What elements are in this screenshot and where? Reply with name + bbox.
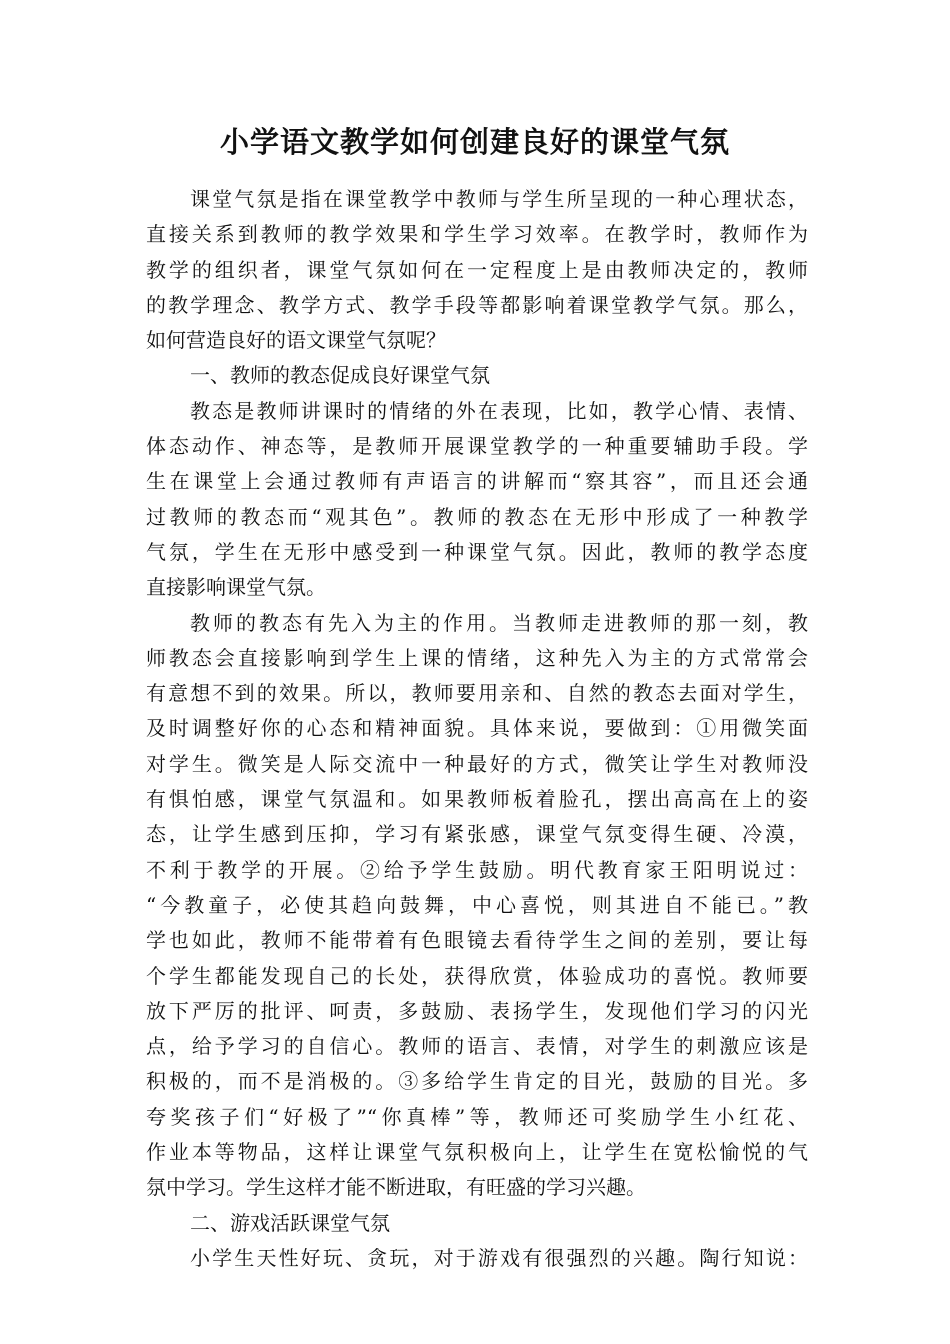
paragraph-line: 学也如此，教师不能带着有色眼镜去看待学生之间的差别，要让每 — [146, 928, 808, 953]
paragraph-line: 教态是教师讲课时的情绪的外在表现，比如，教学心情、表情、 — [190, 398, 808, 423]
paragraph-line: 作业本等物品，这样让课堂气氛积极向上，让学生在宽松愉悦的气 — [146, 1140, 808, 1165]
paragraph-line: 生在课堂上会通过教师有声语言的讲解而“察其容”，而且还会通 — [146, 469, 808, 494]
paragraph-line: 点，给予学习的自信心。教师的语言、表情，对学生的刺激应该是 — [146, 1034, 808, 1059]
paragraph-line: 有惧怕感，课堂气氛温和。如果教师板着脸孔，摆出高高在上的姿 — [146, 787, 808, 812]
section-heading: 一、教师的教态促成良好课堂气氛 — [190, 363, 490, 388]
paragraph-line: 气氛，学生在无形中感受到一种课堂气氛。因此，教师的教学态度 — [146, 539, 808, 564]
paragraph-line: 的教学理念、教学方式、教学手段等都影响着课堂教学气氛。那么， — [146, 292, 808, 317]
document-title: 小学语文教学如何创建良好的课堂气氛 — [219, 125, 730, 159]
paragraph-line: 夸奖孩子们“好极了”“你真棒”等，教师还可奖励学生小红花、 — [146, 1104, 808, 1129]
paragraph-line: 体态动作、神态等，是教师开展课堂教学的一种重要辅助手段。学 — [146, 434, 808, 459]
paragraph-line: 课堂气氛是指在课堂教学中教师与学生所呈现的一种心理状态， — [190, 187, 808, 211]
paragraph-line: 积极的，而不是消极的。③多给学生肯定的目光，鼓励的目光。多 — [146, 1069, 808, 1094]
paragraph-line: 如何营造良好的语文课堂气氛呢？ — [146, 328, 446, 353]
paragraph-line: 放下严厉的批评、呵责，多鼓励、表扬学生，发现他们学习的闪光 — [146, 998, 808, 1023]
document-body — [146, 182, 808, 1276]
paragraph-line: 对学生。微笑是人际交流中一种最好的方式，微笑让学生对教师没 — [146, 751, 808, 776]
paragraph-line: 氛中学习。学生这样才能不断进取，有旺盛的学习兴趣。 — [146, 1175, 646, 1200]
paragraph-line: 有意想不到的效果。所以，教师要用亲和、自然的教态去面对学生， — [146, 681, 808, 706]
paragraph-line: 态，让学生感到压抑，学习有紧张感，课堂气氛变得生硬、冷漠， — [146, 822, 808, 847]
paragraph-line: 直接关系到教师的教学效果和学生学习效率。在教学时，教师作为 — [146, 222, 808, 247]
paragraph-line: “今教童子，必使其趋向鼓舞，中心喜悦，则其进自不能已。”教 — [146, 892, 808, 917]
paragraph-line: 及时调整好你的心态和精神面貌。具体来说，要做到：①用微笑面 — [146, 716, 808, 741]
paragraph-line: 不利于教学的开展。②给予学生鼓励。明代教育家王阳明说过： — [146, 857, 808, 882]
paragraph-line: 直接影响课堂气氛。 — [146, 575, 326, 600]
paragraph-line: 小学生天性好玩、贪玩，对于游戏有很强烈的兴趣。陶行知说： — [190, 1245, 808, 1270]
paragraph-line: 师教态会直接影响到学生上课的情绪，这种先入为主的方式常常会 — [146, 645, 808, 670]
paragraph-line: 过教师的教态而“观其色”。教师的教态在无形中形成了一种教学 — [146, 504, 808, 529]
paragraph-line: 教师的教态有先入为主的作用。当教师走进教师的那一刻，教 — [190, 610, 808, 635]
paragraph-line: 个学生都能发现自己的长处，获得欣赏，体验成功的喜悦。教师要 — [146, 963, 808, 988]
paragraph-line: 教学的组织者，课堂气氛如何在一定程度上是由教师决定的，教师 — [146, 257, 808, 282]
section-heading: 二、游戏活跃课堂气氛 — [190, 1210, 390, 1235]
